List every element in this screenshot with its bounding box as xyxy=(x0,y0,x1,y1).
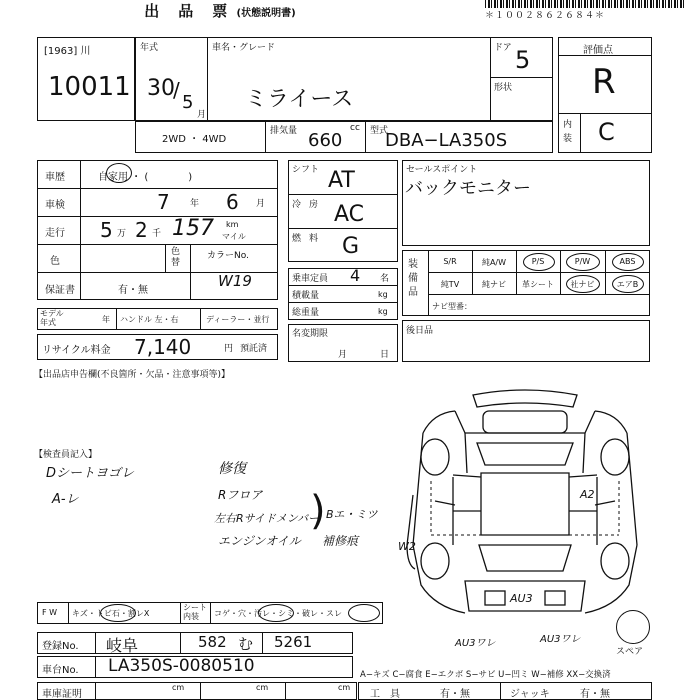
shift-value: AT xyxy=(328,168,355,193)
inspection-month: 6 xyxy=(226,190,239,214)
load-label: 積載量 xyxy=(292,291,320,301)
dealer-label: ディーラー・並行 xyxy=(206,315,270,324)
recycle-label: リサイクル料金 xyxy=(42,345,111,356)
inspection-year-unit: 年 xyxy=(190,199,200,209)
equip-pw: P/W xyxy=(574,257,591,266)
capacity-label: 乗車定員 xyxy=(292,274,329,284)
selling-point-label: セールスポイント xyxy=(406,165,478,175)
sure-circle xyxy=(348,604,380,622)
cooling-value: AC xyxy=(334,202,365,227)
history-label: 車歴 xyxy=(45,172,65,183)
mileage-km-unit: km xyxy=(226,220,239,229)
chassis-label: 車台No. xyxy=(42,665,79,676)
month-value: 5 xyxy=(182,92,194,113)
drive-label: 2WD ・ 4WD xyxy=(162,134,227,145)
load-unit: kg xyxy=(378,290,388,299)
equip-airbag: エアB xyxy=(616,280,639,289)
rating-label: 評価点 xyxy=(583,45,613,56)
color-label: 色 xyxy=(50,256,60,267)
type-label: 型式 xyxy=(370,126,389,136)
selling-point-value: バックモニター xyxy=(405,178,531,199)
model-year-label: モデル年式 xyxy=(40,309,64,327)
equip-leather: 革シート xyxy=(522,280,554,289)
color-no-value: W19 xyxy=(218,272,252,290)
capacity-unit: 名 xyxy=(380,274,390,284)
barcode xyxy=(485,0,685,8)
dealer-notes-label: 【出品店申告欄(不良箇所・欠品・注意事項等)】 xyxy=(34,370,231,380)
damage-a2: A2 xyxy=(580,488,595,501)
reg-kana: む xyxy=(238,635,254,653)
reg-place: 岐阜 xyxy=(106,636,139,655)
equip-ps: P/S xyxy=(531,257,545,266)
cert-label: 車庫証明 xyxy=(42,689,82,700)
spare-label: スペア xyxy=(616,647,644,657)
pw-circle xyxy=(566,253,600,271)
mileage-man: 5 xyxy=(100,218,113,242)
navi-model-label: ナビ型番： xyxy=(432,302,472,311)
damage-au3-rear: AU3 xyxy=(510,592,533,605)
chassis-value: LA350S-0080510 xyxy=(108,656,255,676)
capacity-value: 4 xyxy=(350,266,361,285)
damage-au3-left: AU3ワレ xyxy=(455,638,496,649)
color-no-label: カラーNo. xyxy=(207,251,249,261)
mileage-handwritten: 157 xyxy=(172,216,214,241)
yogore-circle xyxy=(258,604,294,622)
equip-sr: S/R xyxy=(443,257,457,266)
inspection-month-unit: 月 xyxy=(256,199,266,209)
damage-legend: A−キズ C−腐食 E−エクボ S−サビ U−凹ミ W−補修 XX−交換済 xyxy=(360,670,611,680)
handle-label: ハンドル 左・右 xyxy=(120,315,179,324)
fuel-label: 燃料 xyxy=(292,234,327,244)
equip-aw: 純A/W xyxy=(481,258,507,267)
mileage-man-unit: 万 xyxy=(117,229,127,239)
warranty-value: 有・無 xyxy=(118,285,148,296)
cert-unit-3: cm xyxy=(338,683,351,692)
interior-label: 内装 xyxy=(563,120,573,144)
jack-value: 有・無 xyxy=(580,689,610,700)
recycle-deposit: 預託済 xyxy=(240,344,268,354)
reg-number: 5261 xyxy=(274,633,313,651)
equip-navi: 純ナビ xyxy=(482,280,506,289)
jack-label: ジャッキ xyxy=(510,689,550,700)
fw-items: コゲ・穴・汚レ・シミ・破レ・スレ xyxy=(214,609,342,618)
shape-label: 形状 xyxy=(494,83,513,93)
interior-value: C xyxy=(598,118,615,146)
inspector-note-right-1: 修復 xyxy=(218,461,246,477)
reg-label: 登録No. xyxy=(42,641,79,652)
history-private-circle xyxy=(106,163,132,183)
recycle-value: 7,140 xyxy=(134,335,192,359)
color-change-label: 色替 xyxy=(171,247,181,268)
reg-class: 582 xyxy=(198,633,227,651)
tobi-circle xyxy=(100,604,136,622)
year-value: 30 xyxy=(147,76,175,101)
weight-label: 総重量 xyxy=(292,308,320,318)
inspector-note-left-1: Dシートヨゴレ xyxy=(46,466,135,481)
mileage-sen-unit: 千 xyxy=(152,229,162,239)
mileage-mile-unit: マイル xyxy=(222,232,246,241)
cert-unit-2: cm xyxy=(256,683,269,692)
damage-au3-right: AU3ワレ xyxy=(540,634,581,645)
navi-circle xyxy=(566,275,600,293)
cert-row xyxy=(37,682,357,700)
vehicle-name: ミライース xyxy=(245,87,354,112)
form-title: 出 品 票 (状態説明書) xyxy=(144,2,296,20)
shift-label: シフト xyxy=(292,165,320,175)
inspection-year: 7 xyxy=(157,190,170,214)
ps-circle xyxy=(523,253,555,271)
abs-circle xyxy=(612,253,644,271)
inspector-bracket: ) xyxy=(310,488,326,534)
fw-label: F W xyxy=(42,608,58,617)
equip-aftermarket-navi: 社ナビ xyxy=(570,280,595,289)
later-items-box xyxy=(402,320,650,362)
inspector-note-b: Bエ・ミツ xyxy=(326,508,378,521)
name-label: 車名・グレード xyxy=(212,43,276,53)
name-change-month: 月 xyxy=(338,350,348,360)
displacement-unit: cc xyxy=(350,123,360,133)
displacement-label: 排気量 xyxy=(270,126,298,136)
year-label: 年式 xyxy=(140,43,159,53)
name-change-day: 日 xyxy=(380,350,390,360)
type-value: DBA−LA350S xyxy=(385,130,508,151)
history-value: 自家用 ・ ( ) xyxy=(98,172,193,183)
inspector-note-repair: 補修痕 xyxy=(322,534,359,548)
warranty-label: 保証書 xyxy=(45,285,75,296)
equip-abs: ABS xyxy=(619,257,636,266)
rating-value: R xyxy=(592,62,616,102)
fuel-value: G xyxy=(342,234,360,259)
month-unit: 月 xyxy=(197,110,207,120)
weight-unit: kg xyxy=(378,307,388,316)
door-label: ドア xyxy=(494,43,512,53)
year-slash: / xyxy=(173,78,180,102)
spare-tire-icon xyxy=(616,610,650,644)
inspector-note-right-3: 左右Rサイドメンバー xyxy=(214,512,319,525)
cert-unit-1: cm xyxy=(172,683,185,692)
tools-value: 有・無 xyxy=(440,689,470,700)
later-items-label: 後日品 xyxy=(406,326,434,336)
mileage-label: 走行 xyxy=(45,228,65,239)
equip-tv: 純TV xyxy=(440,280,460,289)
lot-number: 10011 xyxy=(48,72,131,102)
damage-w2: W2 xyxy=(398,540,416,553)
tools-label: 工 具 xyxy=(370,689,400,700)
inspector-note-left-2: A-レ xyxy=(52,492,79,507)
fw-scratch: キズ・トビ石・割レX xyxy=(72,609,150,618)
door-value: 5 xyxy=(515,46,531,74)
inspection-label: 車検 xyxy=(45,200,65,211)
cooling-label: 冷房 xyxy=(292,200,327,210)
displacement-value: 660 xyxy=(308,130,343,151)
equipment-label: 装備品 xyxy=(408,259,418,298)
serial-number: ＊１００２８６２６８４＊ xyxy=(485,11,606,21)
inspector-note-right-4: エンジンオイル xyxy=(218,534,301,548)
inspector-label: 【検査員記入】 xyxy=(34,450,98,460)
inspector-note-right-2: Rフロア xyxy=(218,488,263,502)
airbag-circle xyxy=(612,275,644,293)
fw-seat: シート内装 xyxy=(183,603,207,621)
model-year-unit: 年 xyxy=(102,315,110,324)
lot-ref: [1963] 川 xyxy=(44,46,91,57)
name-change-label: 名変期限 xyxy=(292,329,329,339)
mileage-sen: 2 xyxy=(135,218,148,242)
recycle-unit: 円 xyxy=(224,344,234,354)
